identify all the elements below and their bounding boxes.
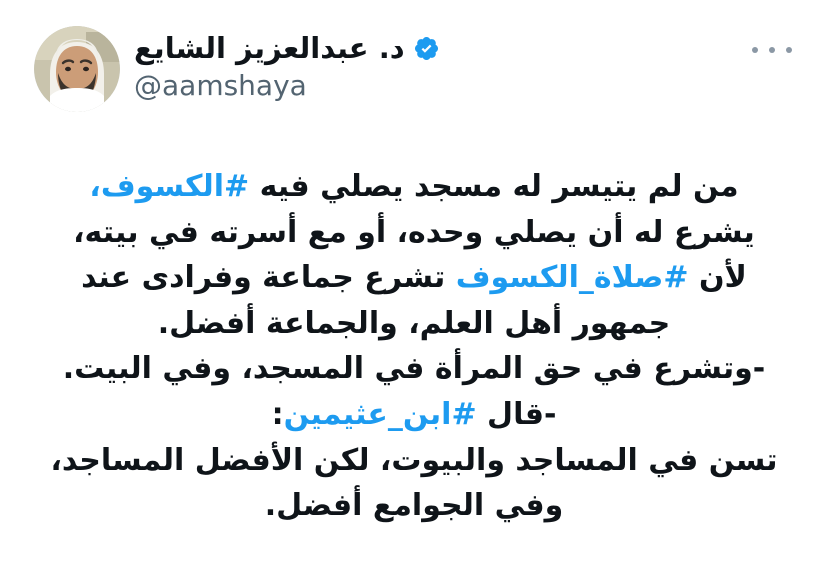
tweet-header: [34, 26, 794, 122]
tweet-text-line: [40, 346, 788, 392]
author-handle[interactable]: @aamshaya: [134, 69, 307, 103]
tweet-text-segment: تشرع جماعة وفرادى عند: [81, 260, 456, 296]
tweet-text-line: [40, 255, 788, 301]
tweet-text-segment: وفي الجوامع أفضل.: [264, 488, 564, 524]
tweet-text-segment: يشرع له أن يصلي وحده، أو مع أسرته في بيته،: [73, 214, 755, 250]
author-block[interactable]: [34, 26, 440, 112]
tweet-text-line: [40, 392, 788, 438]
tweet-text-line: [40, 164, 788, 210]
hashtag-link[interactable]: #الكسوف،: [89, 169, 250, 204]
tweet-text-segment: :: [271, 396, 284, 432]
tweet-text-line: [40, 301, 788, 347]
author-display-name[interactable]: د. عبدالعزيز الشايع: [134, 31, 405, 65]
tweet-text-segment: من لم يتيسر له مسجد يصلي فيه: [249, 169, 739, 204]
author-name-block: [134, 26, 440, 105]
more-dot: [786, 47, 792, 53]
tweet-text-segment: جمهور أهل العلم، والجماعة أفضل.: [157, 305, 671, 341]
hashtag-link[interactable]: #ابن_عثيمين: [283, 396, 477, 432]
hashtag-link[interactable]: #صلاة_الكسوف: [455, 260, 689, 296]
more-dot: [769, 47, 775, 53]
tweet-text-line: [40, 483, 788, 529]
tweet-text: [34, 164, 794, 529]
tweet-text-segment: لأن: [688, 260, 747, 296]
tweet-text-segment: تسن في المساجد والبيوت، لكن الأفضل المساجد،: [50, 442, 778, 478]
header-left: [750, 26, 794, 62]
display-name-row: [134, 30, 440, 66]
tweet-text-segment: -وتشرع في حق المرأة في المسجد، وفي البيت.: [62, 351, 766, 387]
tweet-text-segment: -قال: [476, 396, 557, 432]
tweet-text-line: [40, 210, 788, 256]
tweet-text-line: [40, 438, 788, 484]
more-options-icon[interactable]: [750, 38, 794, 62]
more-dot: [752, 47, 758, 53]
verified-badge-icon: [413, 35, 440, 62]
avatar-image[interactable]: [34, 26, 120, 112]
